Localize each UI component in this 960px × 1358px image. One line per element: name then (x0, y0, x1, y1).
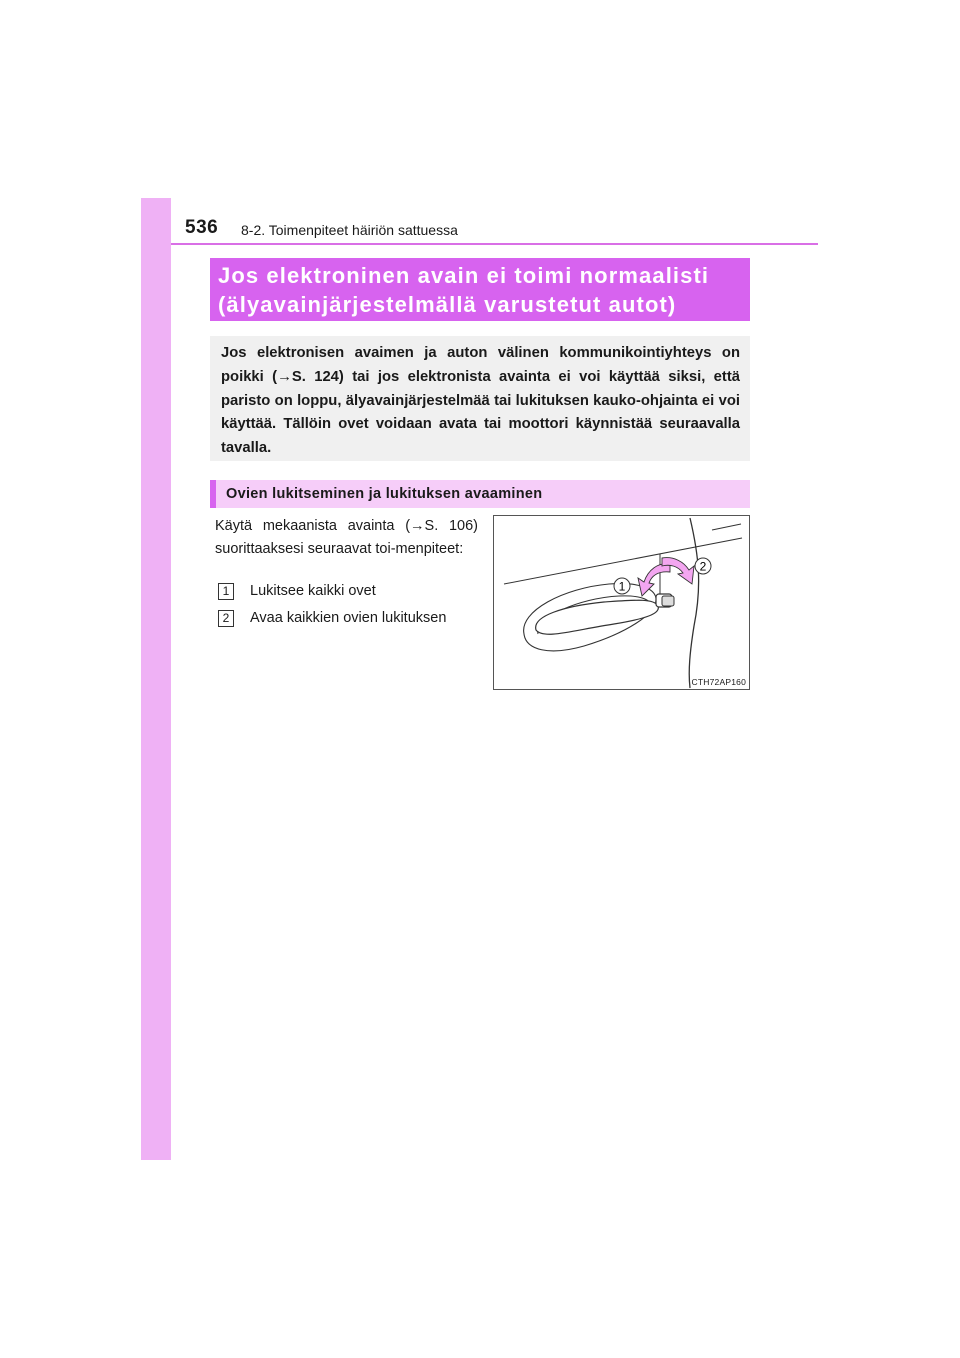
door-handle-drawing (494, 516, 749, 689)
figure-code: CTH72AP160 (691, 677, 746, 687)
intro-paragraph: Jos elektronisen avaimen ja auton välinen kommunikointiyhteys on poikki (→S. 124) tai jos elektronista avainta ei voi käyttää siksi, että paristo on loppu, älyavainjärjestelmää tai lukituksen kauko-ohjainta ei voi käyttää. Tällöin ovet voidaan avata tai moottori käynnistää seuraavalla tavalla. (210, 336, 750, 461)
door-edge-line (689, 518, 698, 688)
header-divider (171, 243, 818, 245)
section-heading: Ovien lukitseminen ja lukituksen avaaminen (210, 480, 750, 508)
door-handle (536, 600, 659, 634)
step-item (218, 608, 446, 628)
main-heading-line-1: Jos elektroninen avain ei toimi normaalisti (218, 263, 710, 288)
step-number-badge: 1 (218, 583, 234, 600)
step-item (218, 581, 376, 601)
key-icon (662, 596, 674, 606)
step-number-badge: 2 (218, 610, 234, 627)
main-heading (210, 258, 750, 321)
section-body-text: Käytä mekaanista avainta (→S. 106) suorittaaksesi seuraavat toi-menpiteet: (215, 518, 478, 557)
page-number: 536 (185, 217, 219, 238)
step-text: Avaa kaikkien ovien lukituksen (250, 610, 447, 626)
main-heading-line-2: (älyavainjärjestelmällä varustetut autot) (218, 292, 677, 317)
side-tab-strip (141, 198, 171, 1160)
chapter-title: 8-2. Toimenpiteet häiriön sattuessa (241, 222, 458, 238)
callout-2-label: 2 (699, 559, 707, 574)
door-handle-illustration (493, 515, 750, 690)
lock-arrow-icon (638, 564, 670, 596)
body-line (712, 524, 741, 530)
step-text: Lukitsee kaikki ovet (250, 583, 376, 599)
callout-1-label: 1 (618, 579, 626, 594)
